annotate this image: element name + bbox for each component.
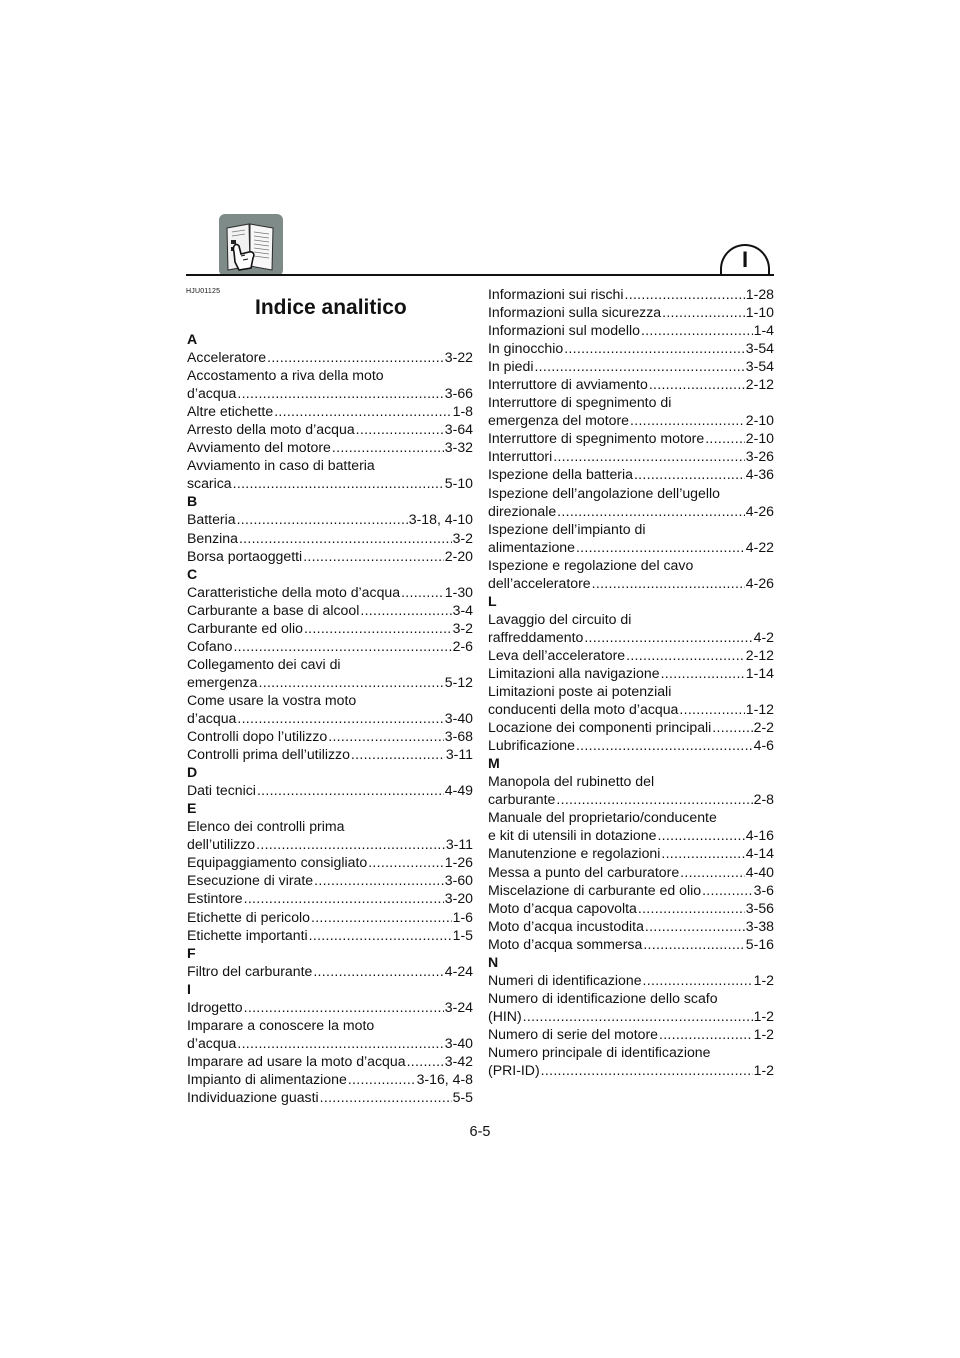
entry-page-ref: 1-28: [745, 286, 774, 302]
dot-leader: [712, 718, 752, 736]
dot-leader: [256, 835, 445, 853]
entry-page-ref: 3-2: [452, 619, 473, 636]
index-entry: [187, 348, 473, 366]
entry-label: Interruttore di spegnimento motore: [488, 430, 705, 447]
dot-leader: [237, 510, 408, 528]
index-entry: [187, 529, 473, 547]
dot-leader: [705, 429, 745, 447]
entry-page-ref: 3-56: [745, 899, 774, 916]
entry-label: conducenti della moto d’acqua: [488, 701, 679, 718]
entry-label: Filtro del carburante: [187, 962, 313, 979]
entry-label: (PRI-ID): [488, 1062, 540, 1079]
index-entry: [488, 971, 774, 989]
entry-label: raffreddamento: [488, 628, 584, 645]
index-entry: [488, 411, 774, 429]
entry-page-ref: 2-20: [444, 547, 473, 564]
dot-leader: [523, 1007, 753, 1025]
entry-page-ref: 3-2: [452, 529, 473, 546]
dot-leader: [257, 781, 444, 799]
index-entry-line: Numero di identificazione dello scafo: [488, 989, 718, 1006]
entry-label: Miscelazione di carburante ed olio: [488, 881, 702, 898]
dot-leader: [267, 348, 444, 366]
entry-page-ref: 1-2: [753, 1062, 774, 1079]
index-entry: [187, 962, 473, 980]
entry-label: Estintore: [187, 890, 243, 907]
index-entry-line: Ispezione dell’impianto di: [488, 520, 646, 537]
index-entry-line: Elenco dei controlli prima: [187, 818, 345, 835]
entry-label: Numero di serie del motore: [488, 1025, 658, 1042]
index-entry: [187, 1070, 473, 1088]
dot-leader: [649, 375, 745, 393]
dot-leader: [680, 863, 745, 881]
index-entry-line: Imparare a conoscere la moto: [187, 1016, 375, 1033]
entry-page-ref: 3-11: [445, 746, 473, 763]
entry-label: d’acqua: [187, 385, 237, 402]
entry-label: Etichette di pericolo: [187, 908, 310, 925]
entry-label: Informazioni sui rischi: [488, 286, 624, 302]
entry-label: Avviamento del motore: [187, 439, 331, 456]
entry-page-ref: 3-32: [444, 439, 473, 456]
dot-leader: [314, 871, 444, 889]
dot-leader: [332, 438, 444, 456]
index-entry: [488, 899, 774, 917]
entry-page-ref: 3-22: [444, 349, 473, 366]
dot-leader: [360, 601, 451, 619]
header-rule: [186, 274, 774, 276]
entry-page-ref: 4-24: [444, 962, 473, 979]
entry-page-ref: 2-12: [745, 646, 774, 663]
entry-label: Borsa portaoggetti: [187, 547, 303, 564]
index-entry: [187, 926, 473, 944]
dot-leader: [564, 339, 745, 357]
index-entry: [187, 889, 473, 907]
index-entry: [488, 1007, 774, 1025]
dot-leader: [351, 745, 445, 763]
entry-page-ref: 1-8: [452, 403, 473, 420]
index-entry: [187, 619, 473, 637]
entry-label: Altre etichette: [187, 403, 274, 420]
index-letter-heading: E: [187, 800, 197, 817]
entry-page-ref: 4-49: [444, 782, 473, 799]
index-entry: [488, 646, 774, 664]
entry-page-ref: 3-42: [444, 1052, 473, 1069]
entry-page-ref: 4-6: [753, 737, 774, 754]
entry-page-ref: 1-30: [444, 583, 473, 600]
entry-label: Equipaggiamento consigliato: [187, 854, 368, 871]
index-letter-heading: M: [488, 755, 500, 772]
entry-page-ref: 1-6: [452, 908, 473, 925]
entry-page-ref: 1-2: [753, 971, 774, 988]
entry-label: carburante: [488, 791, 556, 808]
index-entry: [187, 908, 473, 926]
dot-leader: [237, 709, 443, 727]
index-entry: [488, 339, 774, 357]
index-letter-heading: C: [187, 565, 198, 582]
index-entry: [187, 727, 473, 745]
entry-page-ref: 3-64: [444, 421, 473, 438]
index-entry: [488, 628, 774, 646]
dot-leader: [645, 917, 745, 935]
entry-page-ref: 3-40: [444, 709, 473, 726]
dot-leader: [584, 628, 752, 646]
index-entry-line: Avviamento in caso di batteria: [187, 457, 375, 474]
dot-leader: [662, 303, 745, 321]
dot-leader: [401, 583, 444, 601]
dot-leader: [239, 529, 452, 547]
index-entry: [488, 429, 774, 447]
entry-page-ref: 1-14: [745, 664, 774, 681]
index-entry: [187, 745, 473, 763]
dot-leader: [661, 664, 745, 682]
entry-page-ref: 1-26: [444, 854, 473, 871]
entry-page-ref: 1-4: [753, 322, 774, 339]
index-entry: [187, 601, 473, 619]
index-entry: [488, 700, 774, 718]
dot-leader: [541, 1061, 753, 1079]
entry-page-ref: 3-54: [745, 358, 774, 375]
index-entry: [187, 420, 473, 438]
entry-label: Informazioni sulla sicurezza: [488, 304, 662, 321]
entry-label: Moto d’acqua sommersa: [488, 935, 643, 952]
entry-label: Imparare ad usare la moto d’acqua: [187, 1052, 406, 1069]
entry-label: Arresto della moto d’acqua: [187, 421, 355, 438]
entry-page-ref: 5-10: [444, 475, 473, 492]
index-entry: [488, 357, 774, 375]
dot-leader: [237, 384, 443, 402]
manual-hand-icon: [219, 214, 283, 276]
index-entry-line: Ispezione e regolazione del cavo: [488, 556, 694, 573]
entry-page-ref: 5-12: [444, 673, 473, 690]
entry-label: Limitazioni alla navigazione: [488, 664, 660, 681]
dot-leader: [626, 646, 745, 664]
index-entry: [187, 510, 473, 528]
page-title: Indice analitico: [255, 296, 407, 319]
index-entry: [187, 1034, 473, 1052]
index-entry: [488, 718, 774, 736]
dot-leader: [259, 673, 444, 691]
entry-label: Lubrificazione: [488, 737, 575, 754]
entry-page-ref: 4-14: [745, 845, 774, 862]
index-letter-heading: I: [187, 980, 191, 997]
dot-leader: [320, 1088, 452, 1106]
index-entry: [187, 835, 473, 853]
document-code: HJU01125: [186, 288, 221, 295]
entry-page-ref: 2-12: [745, 376, 774, 393]
entry-label: Batteria: [187, 511, 236, 528]
index-entry: [488, 1025, 774, 1043]
entry-page-ref: 1-10: [745, 304, 774, 321]
entry-label: Controlli dopo l’utilizzo: [187, 728, 328, 745]
entry-label: Numeri di identificazione: [488, 971, 642, 988]
entry-label: In piedi: [488, 358, 534, 375]
index-entry: [488, 664, 774, 682]
entry-page-ref: 3-68: [444, 728, 473, 745]
index-entry: [488, 447, 774, 465]
dot-leader: [304, 619, 452, 637]
dot-leader: [557, 502, 745, 520]
entry-page-ref: 3-18, 4-10: [408, 511, 473, 528]
dot-leader: [237, 1034, 443, 1052]
entry-label: Interruttore di avviamento: [488, 376, 648, 393]
entry-page-ref: 3-54: [745, 340, 774, 357]
entry-label: Etichette importanti: [187, 926, 308, 943]
index-entry: [187, 673, 473, 691]
entry-page-ref: 5-5: [452, 1088, 473, 1105]
entry-label: scarica: [187, 475, 232, 492]
entry-label: Manutenzione e regolazioni: [488, 845, 661, 862]
dot-leader: [368, 853, 444, 871]
entry-page-ref: 3-40: [444, 1034, 473, 1051]
dot-leader: [233, 637, 451, 655]
dot-leader: [356, 420, 444, 438]
entry-label: (HIN): [488, 1007, 522, 1024]
page-number: 6-5: [469, 1124, 491, 1140]
entry-page-ref: 4-26: [745, 502, 774, 519]
index-entry-line: Come usare la vostra moto: [187, 691, 357, 708]
entry-label: Ispezione della batteria: [488, 466, 633, 483]
index-entry: [187, 781, 473, 799]
index-entry: [488, 502, 774, 520]
entry-label: dell’acceleratore: [488, 574, 591, 591]
entry-label: d’acqua: [187, 1034, 237, 1051]
dot-leader: [592, 574, 745, 592]
index-entry: [187, 853, 473, 871]
index-entry: [488, 375, 774, 393]
dot-leader: [233, 474, 444, 492]
dot-leader: [313, 962, 443, 980]
index-entry-line: Numero principale di identificazione: [488, 1043, 711, 1060]
index-letter-heading: A: [187, 331, 198, 347]
dot-leader: [641, 321, 753, 339]
dot-leader: [576, 736, 753, 754]
dot-leader: [556, 790, 752, 808]
entry-page-ref: 1-5: [452, 926, 473, 943]
dot-leader: [534, 357, 744, 375]
index-letter-heading: L: [488, 592, 497, 609]
index-entry-line: Interruttore di spegnimento di: [488, 394, 672, 411]
index-entry: [187, 1088, 473, 1106]
entry-label: In ginocchio: [488, 340, 564, 357]
dot-leader: [702, 881, 753, 899]
index-entry: [488, 303, 774, 321]
index-entry-line: Lavaggio del circuito di: [488, 610, 632, 627]
entry-page-ref: 3-6: [753, 881, 774, 898]
entry-label: Dati tecnici: [187, 782, 256, 799]
entry-page-ref: 2-2: [753, 719, 774, 736]
index-entry-line: Accostamento a riva della moto: [187, 367, 384, 384]
index-entry: [488, 935, 774, 953]
dot-leader: [311, 908, 452, 926]
index-entry: [187, 871, 473, 889]
entry-page-ref: 1-2: [753, 1025, 774, 1042]
entry-label: Individuazione guasti: [187, 1088, 319, 1105]
index-entry: [488, 826, 774, 844]
entry-label: emergenza del motore: [488, 412, 630, 429]
entry-label: emergenza: [187, 673, 258, 690]
entry-label: Carburante a base di alcool: [187, 601, 360, 618]
entry-page-ref: 4-16: [745, 827, 774, 844]
dot-leader: [309, 926, 452, 944]
entry-label: Controlli prima dell’utilizzo: [187, 746, 350, 763]
entry-page-ref: 4-26: [745, 574, 774, 591]
entry-page-ref: 3-4: [452, 601, 473, 618]
entry-page-ref: 1-12: [745, 701, 774, 718]
dot-leader: [657, 826, 744, 844]
entry-label: Caratteristiche della moto d’acqua: [187, 583, 401, 600]
entry-label: Cofano: [187, 637, 233, 654]
entry-page-ref: 4-2: [753, 628, 774, 645]
index-entry: [187, 637, 473, 655]
entry-page-ref: 2-10: [745, 412, 774, 429]
entry-label: dell’utilizzo: [187, 836, 256, 853]
index-letter-heading: F: [187, 944, 196, 961]
entry-label: d’acqua: [187, 709, 237, 726]
dot-leader: [661, 844, 744, 862]
dot-leader: [659, 1025, 753, 1043]
index-column-left: [187, 330, 473, 1106]
entry-label: Impianto di alimentazione: [187, 1070, 347, 1087]
section-badge: I: [720, 244, 770, 274]
entry-label: Acceleratore: [187, 349, 267, 366]
entry-label: Leva dell’acceleratore: [488, 646, 626, 663]
dot-leader: [553, 447, 745, 465]
index-entry: [187, 547, 473, 565]
entry-page-ref: 2-8: [753, 791, 774, 808]
dot-leader: [679, 700, 744, 718]
entry-label: Moto d’acqua incustodita: [488, 917, 644, 934]
index-entry: [187, 709, 473, 727]
entry-label: Locazione dei componenti principali: [488, 719, 712, 736]
dot-leader: [630, 411, 745, 429]
index-entry: [488, 285, 774, 303]
index-entry: [488, 465, 774, 483]
dot-leader: [328, 727, 444, 745]
entry-page-ref: 3-11: [445, 836, 473, 853]
entry-page-ref: 3-60: [444, 872, 473, 889]
entry-page-ref: 3-16, 4-8: [416, 1070, 473, 1087]
entry-label: alimentazione: [488, 538, 575, 555]
dot-leader: [244, 889, 444, 907]
index-letter-heading: B: [187, 493, 198, 510]
dot-leader: [576, 538, 745, 556]
index-entry: [488, 790, 774, 808]
index-column-right: [488, 285, 774, 1079]
dot-leader: [643, 935, 744, 953]
dot-leader: [638, 899, 745, 917]
entry-page-ref: 4-40: [745, 863, 774, 880]
index-entry: [187, 438, 473, 456]
index-entry: [488, 863, 774, 881]
index-entry: [187, 474, 473, 492]
dot-leader: [274, 402, 451, 420]
index-entry: [488, 321, 774, 339]
dot-leader: [407, 1052, 444, 1070]
entry-label: Messa a punto del carburatore: [488, 863, 680, 880]
entry-label: Carburante ed olio: [187, 619, 303, 636]
entry-label: Interruttori: [488, 448, 553, 465]
index-entry: [488, 917, 774, 935]
index-entry: [488, 844, 774, 862]
index-entry: [488, 1061, 774, 1079]
entry-page-ref: 3-24: [444, 998, 473, 1015]
dot-leader: [643, 971, 753, 989]
entry-label: Esecuzione di virate: [187, 872, 314, 889]
dot-leader: [634, 465, 745, 483]
entry-page-ref: 3-20: [444, 890, 473, 907]
index-letter-heading: D: [187, 764, 198, 781]
entry-page-ref: 4-36: [745, 466, 774, 483]
index-entry: [488, 538, 774, 556]
dot-leader: [348, 1070, 416, 1088]
entry-label: Moto d’acqua capovolta: [488, 899, 637, 916]
index-entry-line: Ispezione dell’angolazione dell’ugello: [488, 484, 720, 501]
index-entry: [187, 384, 473, 402]
index-entry: [187, 402, 473, 420]
index-entry-line: Manuale del proprietario/conducente: [488, 809, 717, 826]
index-entry-line: Collegamento dei cavi di: [187, 655, 341, 672]
index-letter-heading: N: [488, 953, 499, 970]
index-entry: [488, 574, 774, 592]
index-entry: [187, 583, 473, 601]
entry-page-ref: 3-66: [444, 385, 473, 402]
dot-leader: [625, 285, 745, 303]
entry-page-ref: 1-2: [753, 1007, 774, 1024]
entry-label: Benzina: [187, 529, 238, 546]
index-entry-line: Limitazioni poste ai potenziali: [488, 683, 672, 700]
index-entry-line: Manopola del rubinetto del: [488, 773, 655, 790]
index-entry: [488, 881, 774, 899]
entry-label: Idrogetto: [187, 998, 243, 1015]
index-entry: [187, 998, 473, 1016]
entry-label: Informazioni sul modello: [488, 322, 640, 339]
entry-page-ref: 3-26: [745, 448, 774, 465]
entry-label: e kit di utensili in dotazione: [488, 827, 657, 844]
entry-page-ref: 2-6: [452, 637, 473, 654]
entry-page-ref: 5-16: [745, 935, 774, 952]
dot-leader: [303, 547, 444, 565]
dot-leader: [244, 998, 444, 1016]
entry-page-ref: 4-22: [745, 538, 774, 555]
entry-label: direzionale: [488, 502, 557, 519]
entry-page-ref: 2-10: [745, 430, 774, 447]
entry-page-ref: 3-38: [745, 917, 774, 934]
index-entry: [187, 1052, 473, 1070]
index-entry: [488, 736, 774, 754]
